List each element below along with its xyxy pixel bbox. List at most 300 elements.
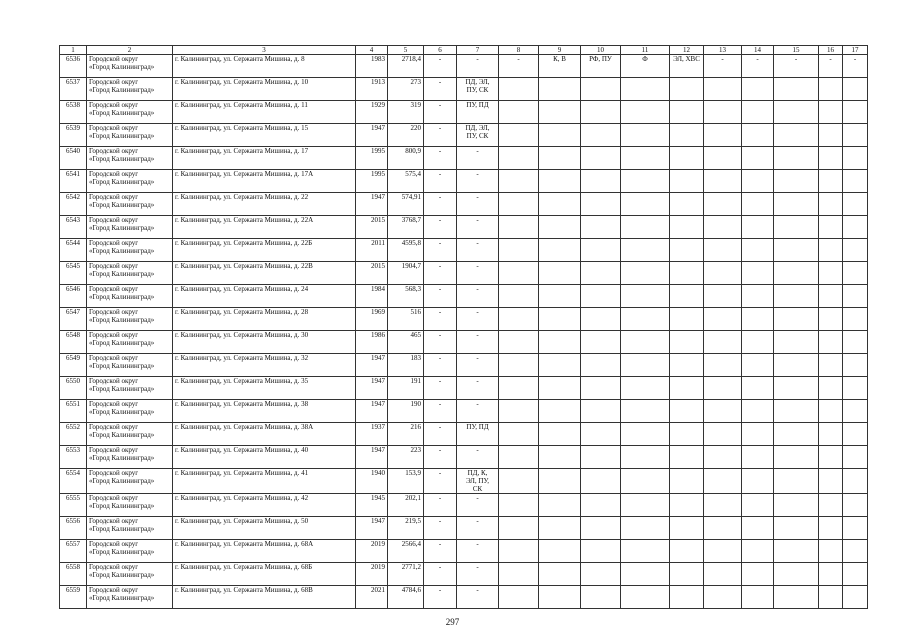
col-7-cell: - [457, 331, 499, 354]
year-built-cell: 1995 [356, 147, 388, 170]
col-17-cell [843, 494, 868, 517]
municipality-cell: Городской округ «Город Калининград» [87, 377, 173, 400]
col-8-cell [499, 517, 539, 540]
col-15-cell [774, 540, 819, 563]
col-6-cell: - [424, 540, 457, 563]
col-17-cell [843, 423, 868, 446]
col-6-cell: - [424, 285, 457, 308]
table-row [60, 423, 868, 446]
municipality-cell: Городской округ «Город Калининград» [87, 285, 173, 308]
col-17-cell [843, 586, 868, 609]
col-17-cell [843, 101, 868, 124]
col-9-cell [539, 400, 581, 423]
area-value-cell: 273 [388, 78, 424, 101]
col-9-cell [539, 193, 581, 216]
col-7-cell: - [457, 170, 499, 193]
table-row [60, 494, 868, 517]
address-cell: г. Калининград, ул. Сержанта Мишина, д. 17А [173, 170, 356, 193]
col-10-cell [581, 469, 621, 494]
col-17-cell [843, 147, 868, 170]
year-built-cell: 1929 [356, 101, 388, 124]
record-number-cell: 6545 [60, 262, 87, 285]
col-6-cell: - [424, 262, 457, 285]
area-value-cell: 4784,6 [388, 586, 424, 609]
municipality-cell: Городской округ «Город Калининград» [87, 354, 173, 377]
year-built-cell: 1947 [356, 517, 388, 540]
col-13-cell [704, 354, 742, 377]
record-number-cell: 6539 [60, 124, 87, 147]
col-13-cell [704, 124, 742, 147]
col-12-cell [670, 285, 704, 308]
col-10-cell [581, 124, 621, 147]
col-6-cell: - [424, 308, 457, 331]
col-9-cell [539, 517, 581, 540]
col-16-cell [819, 354, 843, 377]
col-14-cell [742, 262, 774, 285]
col-15-cell [774, 586, 819, 609]
col-11-cell [621, 494, 670, 517]
column-header: 9 [539, 46, 581, 55]
col-14-cell [742, 78, 774, 101]
municipality-cell: Городской округ «Город Калининград» [87, 124, 173, 147]
col-15-cell [774, 170, 819, 193]
col-11-cell [621, 147, 670, 170]
municipality-cell: Городской округ «Город Калининград» [87, 308, 173, 331]
table-row [60, 285, 868, 308]
col-17-cell [843, 78, 868, 101]
col-11-cell [621, 540, 670, 563]
table-row [60, 469, 868, 494]
col-8-cell [499, 563, 539, 586]
address-cell: г. Калининград, ул. Сержанта Мишина, д. 22Б [173, 239, 356, 262]
col-17-cell [843, 285, 868, 308]
col-7-cell: - [457, 400, 499, 423]
col-15-cell [774, 101, 819, 124]
col-8-cell [499, 308, 539, 331]
col-9-cell [539, 423, 581, 446]
col-9-cell [539, 469, 581, 494]
municipality-cell: Городской округ «Город Калининград» [87, 400, 173, 423]
col-11-cell [621, 262, 670, 285]
col-13-cell [704, 147, 742, 170]
col-9-cell [539, 78, 581, 101]
col-6-cell: - [424, 469, 457, 494]
column-header: 5 [388, 46, 424, 55]
col-17-cell [843, 239, 868, 262]
municipality-cell: Городской округ «Город Калининград» [87, 78, 173, 101]
col-16-cell [819, 239, 843, 262]
table-row [60, 540, 868, 563]
table-row [60, 239, 868, 262]
col-9-cell [539, 101, 581, 124]
column-header: 8 [499, 46, 539, 55]
col-11-cell [621, 101, 670, 124]
col-13-cell [704, 400, 742, 423]
col-8-cell [499, 446, 539, 469]
record-number-cell: 6550 [60, 377, 87, 400]
col-16-cell [819, 78, 843, 101]
col-14-cell [742, 308, 774, 331]
col-15-cell [774, 400, 819, 423]
col-14-cell [742, 494, 774, 517]
col-7-cell: - [457, 55, 499, 78]
col-6-cell: - [424, 400, 457, 423]
address-cell: г. Калининград, ул. Сержанта Мишина, д. 41 [173, 469, 356, 494]
record-number-cell: 6553 [60, 446, 87, 469]
col-7-cell: - [457, 239, 499, 262]
address-cell: г. Калининград, ул. Сержанта Мишина, д. 68А [173, 540, 356, 563]
col-17-cell [843, 540, 868, 563]
year-built-cell: 1969 [356, 308, 388, 331]
area-value-cell: 223 [388, 446, 424, 469]
col-15-cell [774, 494, 819, 517]
col-16-cell [819, 308, 843, 331]
column-number-row [60, 46, 868, 55]
col-8-cell [499, 377, 539, 400]
col-17-cell [843, 563, 868, 586]
col-7-cell: ПД, К, ЭЛ, ПУ, СК [457, 469, 499, 494]
col-11-cell [621, 377, 670, 400]
col-9-cell [539, 446, 581, 469]
col-14-cell [742, 124, 774, 147]
col-11-cell [621, 331, 670, 354]
col-10-cell [581, 170, 621, 193]
col-17-cell [843, 193, 868, 216]
record-number-cell: 6540 [60, 147, 87, 170]
col-9-cell: К, В [539, 55, 581, 78]
address-cell: г. Калининград, ул. Сержанта Мишина, д. 35 [173, 377, 356, 400]
col-17-cell [843, 354, 868, 377]
col-14-cell [742, 216, 774, 239]
col-16-cell [819, 377, 843, 400]
col-14-cell [742, 354, 774, 377]
col-8-cell [499, 78, 539, 101]
record-number-cell: 6555 [60, 494, 87, 517]
municipality-cell: Городской округ «Город Калининград» [87, 446, 173, 469]
col-8-cell [499, 540, 539, 563]
col-6-cell: - [424, 354, 457, 377]
col-10-cell [581, 494, 621, 517]
col-15-cell [774, 147, 819, 170]
col-13-cell [704, 423, 742, 446]
col-6-cell: - [424, 124, 457, 147]
area-value-cell: 3768,7 [388, 216, 424, 239]
table-row [60, 586, 868, 609]
col-16-cell [819, 216, 843, 239]
col-12-cell [670, 239, 704, 262]
col-7-cell: ПУ, ПД [457, 101, 499, 124]
area-value-cell: 220 [388, 124, 424, 147]
address-cell: г. Калининград, ул. Сержанта Мишина, д. 22В [173, 262, 356, 285]
col-11-cell [621, 517, 670, 540]
col-17-cell [843, 170, 868, 193]
area-value-cell: 2566,4 [388, 540, 424, 563]
address-cell: г. Калининград, ул. Сержанта Мишина, д. 28 [173, 308, 356, 331]
year-built-cell: 1947 [356, 446, 388, 469]
address-cell: г. Калининград, ул. Сержанта Мишина, д. 42 [173, 494, 356, 517]
column-header: 13 [704, 46, 742, 55]
col-9-cell [539, 540, 581, 563]
col-14-cell [742, 469, 774, 494]
col-7-cell: - [457, 262, 499, 285]
col-10-cell [581, 262, 621, 285]
col-12-cell [670, 262, 704, 285]
municipality-cell: Городской округ «Город Калининград» [87, 586, 173, 609]
address-cell: г. Калининград, ул. Сержанта Мишина, д. 10 [173, 78, 356, 101]
area-value-cell: 190 [388, 400, 424, 423]
area-value-cell: 216 [388, 423, 424, 446]
column-header: 2 [87, 46, 173, 55]
address-cell: г. Калининград, ул. Сержанта Мишина, д. 8 [173, 55, 356, 78]
col-14-cell [742, 517, 774, 540]
table-row [60, 400, 868, 423]
col-14-cell [742, 446, 774, 469]
col-9-cell [539, 494, 581, 517]
area-value-cell: 568,3 [388, 285, 424, 308]
col-17-cell [843, 517, 868, 540]
col-9-cell [539, 285, 581, 308]
col-7-cell: - [457, 285, 499, 308]
col-16-cell [819, 517, 843, 540]
col-10-cell [581, 377, 621, 400]
col-12-cell [670, 216, 704, 239]
col-15-cell [774, 563, 819, 586]
col-12-cell [670, 193, 704, 216]
table-row [60, 308, 868, 331]
municipality-cell: Городской округ «Город Калининград» [87, 170, 173, 193]
record-number-cell: 6536 [60, 55, 87, 78]
col-7-cell: - [457, 216, 499, 239]
col-7-cell: - [457, 586, 499, 609]
col-6-cell: - [424, 147, 457, 170]
col-13-cell [704, 517, 742, 540]
col-16-cell [819, 101, 843, 124]
col-14-cell: - [742, 55, 774, 78]
col-10-cell [581, 446, 621, 469]
col-13-cell [704, 377, 742, 400]
col-15-cell [774, 124, 819, 147]
col-6-cell: - [424, 331, 457, 354]
col-8-cell [499, 586, 539, 609]
col-15-cell [774, 239, 819, 262]
area-value-cell: 1904,7 [388, 262, 424, 285]
area-value-cell: 183 [388, 354, 424, 377]
municipality-cell: Городской округ «Город Калининград» [87, 147, 173, 170]
col-8-cell [499, 354, 539, 377]
col-15-cell [774, 469, 819, 494]
col-10-cell: РФ, ПУ [581, 55, 621, 78]
col-11-cell [621, 216, 670, 239]
municipality-cell: Городской округ «Город Калининград» [87, 517, 173, 540]
col-17-cell [843, 262, 868, 285]
col-14-cell [742, 147, 774, 170]
record-number-cell: 6538 [60, 101, 87, 124]
col-17-cell [843, 400, 868, 423]
col-6-cell: - [424, 586, 457, 609]
col-7-cell: - [457, 540, 499, 563]
record-number-cell: 6543 [60, 216, 87, 239]
address-cell: г. Калининград, ул. Сержанта Мишина, д. 68В [173, 586, 356, 609]
col-15-cell: - [774, 55, 819, 78]
col-16-cell [819, 170, 843, 193]
area-value-cell: 575,4 [388, 170, 424, 193]
table-row [60, 124, 868, 147]
col-14-cell [742, 563, 774, 586]
area-value-cell: 4595,8 [388, 239, 424, 262]
col-15-cell [774, 446, 819, 469]
municipality-cell: Городской округ «Город Калининград» [87, 216, 173, 239]
column-header: 6 [424, 46, 457, 55]
table-row [60, 354, 868, 377]
col-11-cell [621, 239, 670, 262]
col-8-cell [499, 331, 539, 354]
year-built-cell: 1940 [356, 469, 388, 494]
year-built-cell: 1983 [356, 55, 388, 78]
col-7-cell: - [457, 377, 499, 400]
address-cell: г. Калининград, ул. Сержанта Мишина, д. 40 [173, 446, 356, 469]
municipality-cell: Городской округ «Город Калининград» [87, 494, 173, 517]
col-8-cell [499, 239, 539, 262]
col-6-cell: - [424, 446, 457, 469]
column-header: 1 [60, 46, 87, 55]
area-value-cell: 191 [388, 377, 424, 400]
col-10-cell [581, 400, 621, 423]
col-14-cell [742, 239, 774, 262]
col-10-cell [581, 101, 621, 124]
col-11-cell [621, 446, 670, 469]
col-8-cell [499, 101, 539, 124]
column-header: 16 [819, 46, 843, 55]
col-11-cell [621, 423, 670, 446]
area-value-cell: 465 [388, 331, 424, 354]
col-13-cell [704, 331, 742, 354]
col-6-cell: - [424, 494, 457, 517]
col-6-cell: - [424, 55, 457, 78]
col-14-cell [742, 101, 774, 124]
col-15-cell [774, 331, 819, 354]
col-11-cell [621, 308, 670, 331]
table-row [60, 446, 868, 469]
table-row [60, 517, 868, 540]
record-number-cell: 6546 [60, 285, 87, 308]
col-15-cell [774, 517, 819, 540]
col-13-cell [704, 469, 742, 494]
col-7-cell: - [457, 517, 499, 540]
col-6-cell: - [424, 239, 457, 262]
col-12-cell [670, 494, 704, 517]
col-15-cell [774, 262, 819, 285]
address-cell: г. Калининград, ул. Сержанта Мишина, д. 24 [173, 285, 356, 308]
table-row [60, 563, 868, 586]
col-12-cell [670, 586, 704, 609]
col-11-cell [621, 193, 670, 216]
address-cell: г. Калининград, ул. Сержанта Мишина, д. 17 [173, 147, 356, 170]
col-15-cell [774, 216, 819, 239]
col-16-cell [819, 563, 843, 586]
table-row [60, 216, 868, 239]
column-header: 15 [774, 46, 819, 55]
col-15-cell [774, 423, 819, 446]
col-9-cell [539, 308, 581, 331]
col-16-cell [819, 400, 843, 423]
col-17-cell [843, 308, 868, 331]
area-value-cell: 574,91 [388, 193, 424, 216]
record-number-cell: 6551 [60, 400, 87, 423]
col-9-cell [539, 262, 581, 285]
address-cell: г. Калининград, ул. Сержанта Мишина, д. 11 [173, 101, 356, 124]
record-number-cell: 6557 [60, 540, 87, 563]
col-16-cell [819, 586, 843, 609]
col-6-cell: - [424, 101, 457, 124]
col-6-cell: - [424, 423, 457, 446]
col-8-cell [499, 170, 539, 193]
col-11-cell [621, 469, 670, 494]
address-cell: г. Калининград, ул. Сержанта Мишина, д. 32 [173, 354, 356, 377]
column-header: 14 [742, 46, 774, 55]
col-13-cell [704, 563, 742, 586]
col-9-cell [539, 239, 581, 262]
municipality-cell: Городской округ «Город Калининград» [87, 262, 173, 285]
col-15-cell [774, 78, 819, 101]
year-built-cell: 1986 [356, 331, 388, 354]
year-built-cell: 2015 [356, 216, 388, 239]
housing-register-table [59, 45, 868, 609]
col-17-cell: - [843, 55, 868, 78]
col-13-cell [704, 540, 742, 563]
col-9-cell [539, 377, 581, 400]
col-16-cell [819, 193, 843, 216]
year-built-cell: 1913 [356, 78, 388, 101]
record-number-cell: 6541 [60, 170, 87, 193]
col-12-cell: ЭЛ, ХВС [670, 55, 704, 78]
address-cell: г. Калининград, ул. Сержанта Мишина, д. 22А [173, 216, 356, 239]
col-10-cell [581, 540, 621, 563]
col-11-cell [621, 400, 670, 423]
table-row [60, 170, 868, 193]
col-13-cell [704, 101, 742, 124]
col-13-cell [704, 239, 742, 262]
record-number-cell: 6552 [60, 423, 87, 446]
col-8-cell [499, 469, 539, 494]
year-built-cell: 2019 [356, 540, 388, 563]
col-7-cell: - [457, 494, 499, 517]
year-built-cell: 1937 [356, 423, 388, 446]
col-13-cell [704, 193, 742, 216]
area-value-cell: 153,9 [388, 469, 424, 494]
col-13-cell [704, 262, 742, 285]
col-12-cell [670, 540, 704, 563]
col-10-cell [581, 285, 621, 308]
col-14-cell [742, 193, 774, 216]
col-16-cell [819, 423, 843, 446]
area-value-cell: 219,5 [388, 517, 424, 540]
year-built-cell: 1947 [356, 124, 388, 147]
col-16-cell [819, 331, 843, 354]
col-6-cell: - [424, 563, 457, 586]
col-10-cell [581, 517, 621, 540]
col-12-cell [670, 331, 704, 354]
col-15-cell [774, 377, 819, 400]
column-header: 4 [356, 46, 388, 55]
col-10-cell [581, 216, 621, 239]
year-built-cell: 1947 [356, 354, 388, 377]
col-16-cell [819, 285, 843, 308]
col-8-cell [499, 494, 539, 517]
table-row [60, 55, 868, 78]
col-12-cell [670, 563, 704, 586]
col-6-cell: - [424, 170, 457, 193]
col-16-cell [819, 446, 843, 469]
